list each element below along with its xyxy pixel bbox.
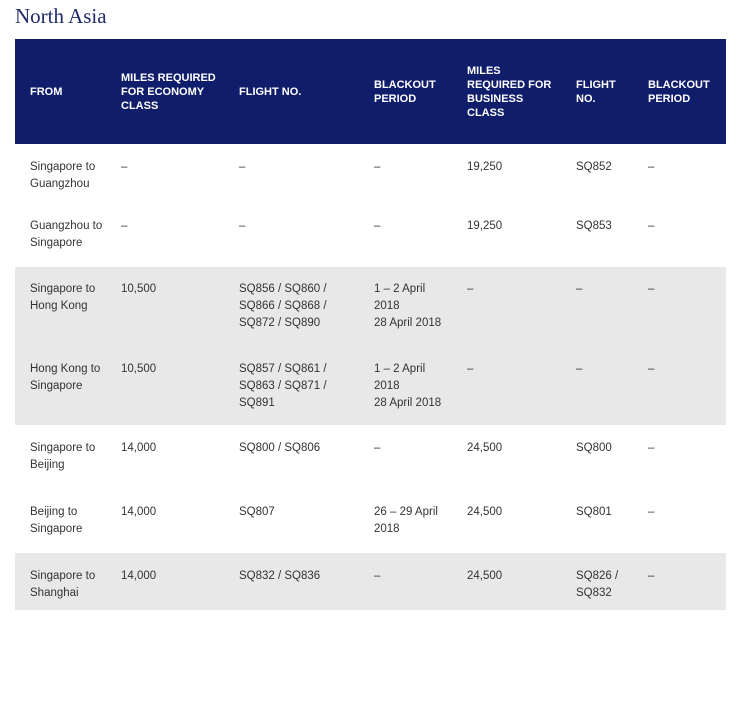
header-business-blackout: BLACKOUT PERIOD [640, 39, 726, 144]
blackout-line: 28 April 2018 [374, 397, 442, 409]
blackout-line: 28 April 2018 [374, 317, 442, 329]
economy-blackout-cell [366, 489, 459, 553]
blackout-line: – [374, 442, 381, 454]
business-miles-cell: – [459, 347, 568, 425]
table-row [15, 489, 726, 553]
business-blackout-cell: – [640, 267, 726, 347]
economy-miles-cell: 14,000 [121, 442, 157, 454]
blackout-line: – [374, 570, 381, 582]
blackout-line: – [374, 220, 381, 232]
economy-blackout-cell [366, 267, 459, 347]
header-from: FROM [15, 39, 113, 144]
business-blackout-cell: – [648, 220, 655, 232]
header-economy-flight-no: FLIGHT NO. [232, 39, 366, 144]
table-row [15, 144, 726, 206]
economy-miles-cell: 10,500 [113, 347, 232, 425]
economy-blackout-cell [366, 347, 459, 425]
economy-flight-cell: SQ807 [239, 506, 275, 518]
business-flight-cell: SQ801 [576, 506, 612, 518]
table-row [15, 206, 726, 267]
economy-miles-cell: 14,000 [113, 553, 232, 610]
header-business-flight-no: FLIGHT NO. [568, 39, 640, 144]
economy-flight-cell: SQ857 / SQ861 / SQ863 / SQ871 / SQ891 [232, 347, 366, 425]
business-miles-cell: 24,500 [467, 506, 503, 518]
table-row [15, 425, 726, 489]
blackout-line: – [374, 161, 381, 173]
route-cell: Singapore to Beijing [30, 442, 96, 471]
economy-flight-cell: SQ800 / SQ806 [239, 442, 321, 454]
economy-flight-cell: SQ856 / SQ860 / SQ866 / SQ868 / SQ872 / SQ890 [232, 267, 366, 347]
economy-blackout-cell [366, 144, 459, 206]
blackout-line: 1 – 2 April 2018 [374, 363, 426, 392]
table-row [15, 267, 726, 347]
economy-miles-cell: – [121, 161, 128, 173]
route-cell: Singapore to Shanghai [15, 553, 113, 610]
route-cell: Singapore to Hong Kong [15, 267, 113, 347]
table-row [15, 553, 726, 610]
business-blackout-cell: – [648, 161, 655, 173]
region-title: North Asia [15, 4, 107, 28]
award-miles-table [15, 39, 726, 610]
economy-flight-cell: – [239, 161, 246, 173]
header-economy-blackout: BLACKOUT PERIOD [366, 39, 459, 144]
economy-blackout-cell [366, 206, 459, 267]
business-miles-cell: 24,500 [459, 553, 568, 610]
economy-miles-cell: 10,500 [113, 267, 232, 347]
business-flight-cell: SQ800 [576, 442, 612, 454]
economy-blackout-cell [366, 425, 459, 489]
business-blackout-cell: – [640, 553, 726, 610]
route-cell: Singapore to Guangzhou [30, 161, 96, 190]
route-cell: Hong Kong to Singapore [15, 347, 113, 425]
business-blackout-cell: – [640, 347, 726, 425]
business-miles-cell: – [459, 267, 568, 347]
blackout-line: 26 – 29 April 2018 [374, 506, 438, 535]
business-miles-cell: 24,500 [467, 442, 503, 454]
economy-miles-cell: 14,000 [121, 506, 157, 518]
business-flight-cell: – [568, 267, 640, 347]
blackout-line: 1 – 2 April 2018 [374, 283, 426, 312]
business-flight-cell: SQ853 [576, 220, 612, 232]
route-cell: Guangzhou to Singapore [30, 220, 103, 249]
header-economy-miles: MILES REQUIRED FOR ECONOMY CLASS [113, 39, 232, 144]
table-header-row [15, 39, 726, 144]
business-blackout-cell: – [648, 442, 655, 454]
business-miles-cell: 19,250 [467, 220, 503, 232]
business-flight-cell: – [568, 347, 640, 425]
business-flight-cell: SQ852 [576, 161, 612, 173]
economy-flight-cell: SQ832 / SQ836 [232, 553, 366, 610]
header-business-miles: MILES REQUIRED FOR BUSINESS CLASS [459, 39, 568, 144]
business-miles-cell: 19,250 [467, 161, 503, 173]
economy-blackout-cell [366, 553, 459, 610]
economy-miles-cell: – [121, 220, 128, 232]
business-flight-cell: SQ826 / SQ832 [568, 553, 640, 610]
route-cell: Beijing to Singapore [30, 506, 83, 535]
table-row [15, 347, 726, 425]
economy-flight-cell: – [239, 220, 246, 232]
business-blackout-cell: – [648, 506, 655, 518]
